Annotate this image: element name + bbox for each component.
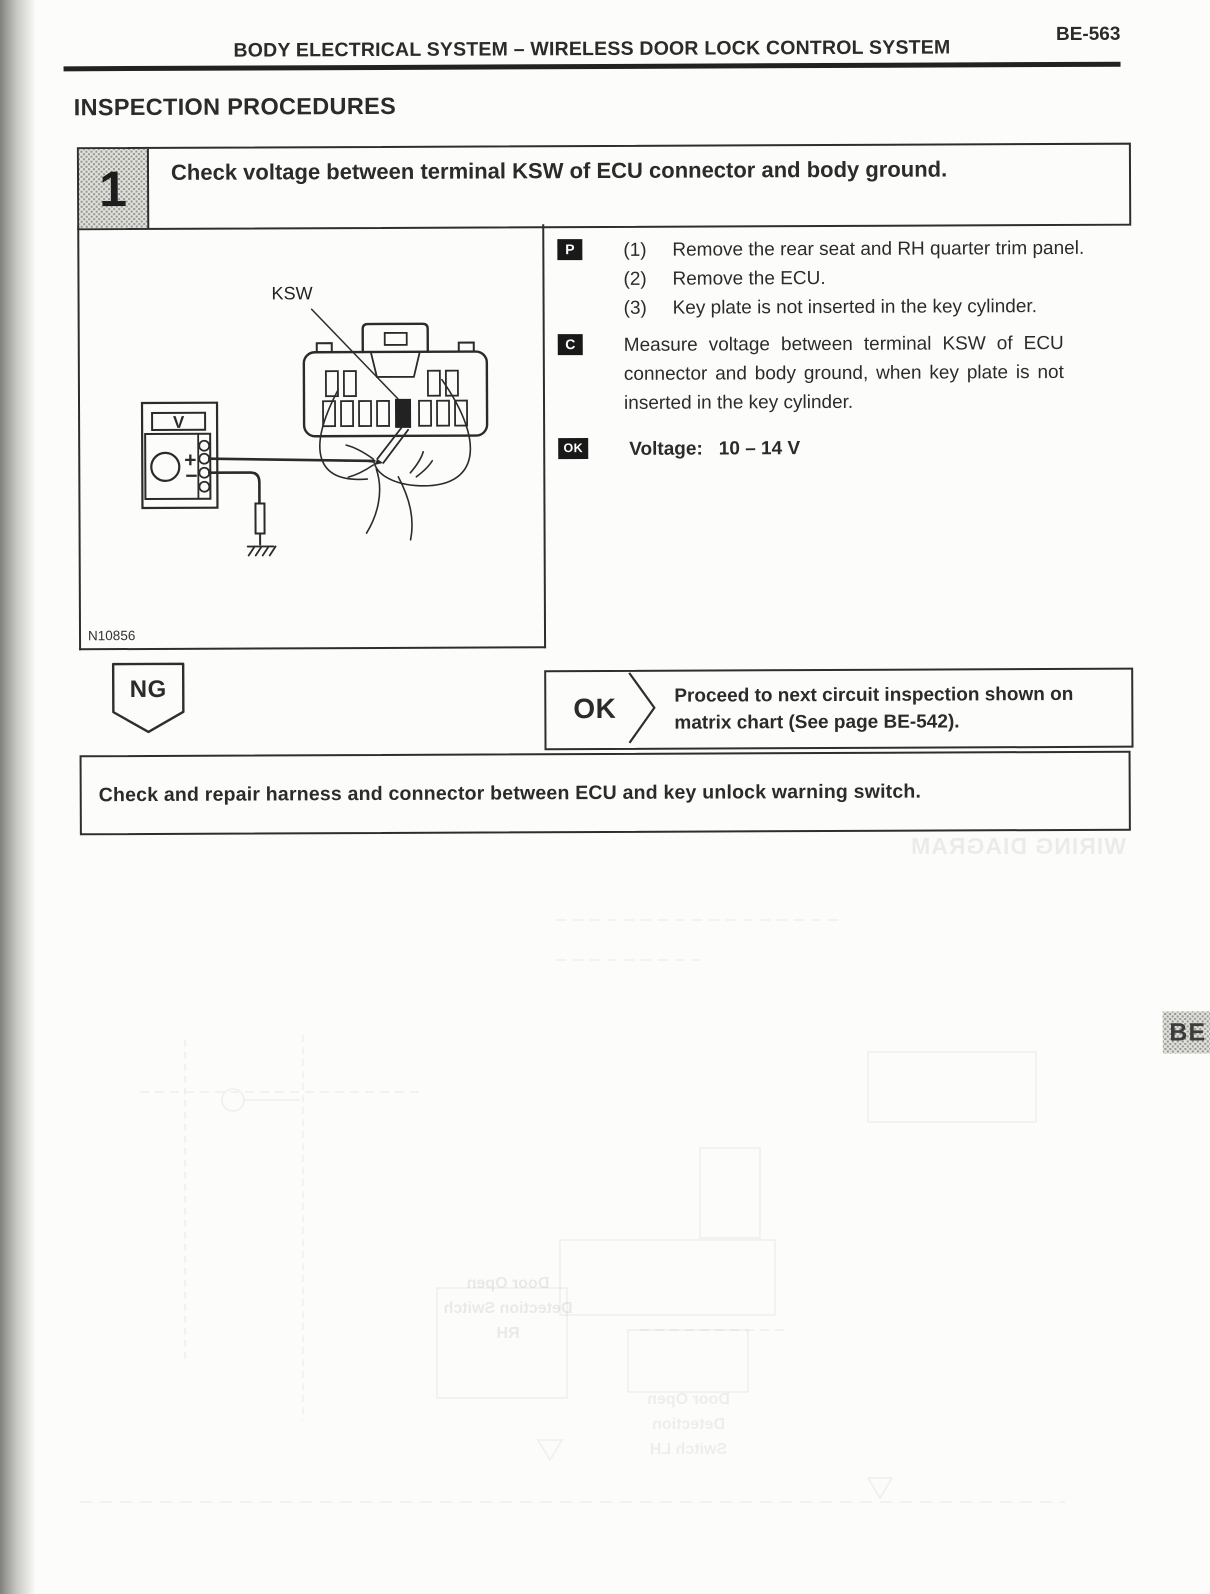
step-number-badge: 1 xyxy=(79,149,149,228)
step-1-header xyxy=(77,143,1131,231)
ng-action-box xyxy=(80,751,1131,836)
check-tag: C xyxy=(558,334,583,355)
ok-label: OK xyxy=(573,692,617,725)
ok-result-box xyxy=(544,668,1133,751)
bleed-through-label: Door Open Detection Switch LH xyxy=(647,1391,730,1458)
ok-action-text: Proceed to next circuit inspection shown on matrix chart (See page BE-542). xyxy=(674,683,1074,734)
check-text: Measure voltage between terminal KSW of ECU connector and body ground, when key plate is not inserted in the key cylinder. xyxy=(623,332,1064,414)
chapter-header: BODY ELECTRICAL SYSTEM – WIRELESS DOOR LOCK CONTROL SYSTEM xyxy=(233,36,951,62)
instruction-column xyxy=(557,234,1118,464)
prepare-block xyxy=(557,234,1117,323)
ksw-pin xyxy=(395,399,411,428)
item-number: (1) xyxy=(623,239,647,261)
plus-terminal-sign: + xyxy=(184,448,197,472)
test-leads xyxy=(209,458,374,545)
ng-label: NG xyxy=(129,675,167,704)
section-tab-be: BE xyxy=(1163,1011,1210,1053)
chevron-right-icon xyxy=(626,672,660,744)
bleed-through-label: Door Open Detection Switch RH xyxy=(443,1275,573,1342)
prepare-tag: P xyxy=(557,239,582,260)
spec-value: 10 – 14 V xyxy=(718,438,801,460)
bleed-through-heading: WIRING DIAGRAM xyxy=(910,833,1126,859)
ksw-leader-line xyxy=(312,309,398,399)
header-rule xyxy=(64,62,1121,72)
page-number: BE-563 xyxy=(1055,23,1121,46)
step-title: Check voltage between terminal KSW of ECU connector and body ground. xyxy=(170,156,948,185)
item-text: Remove the rear seat and RH quarter trim panel. xyxy=(672,237,1085,261)
item-number: (2) xyxy=(623,268,647,290)
inspection-figure xyxy=(77,224,546,650)
minus-terminal-sign: − xyxy=(185,464,198,488)
ng-result-flag xyxy=(111,662,185,736)
voltmeter-display-v: V xyxy=(172,412,185,432)
ng-action-text: Check and repair harness and connector between ECU and key unlock warning switch. xyxy=(98,780,922,806)
spec-label: Voltage: xyxy=(629,438,703,460)
ok-spec-tag: OK xyxy=(558,438,588,459)
test-probe-icon xyxy=(374,427,408,465)
item-text: Key plate is not inserted in the key cylinder. xyxy=(672,296,1038,319)
page-title: INSPECTION PROCEDURES xyxy=(73,92,397,121)
figure-id: N10856 xyxy=(87,628,136,644)
ksw-pin-label: KSW xyxy=(271,283,313,304)
list-item xyxy=(623,263,1111,294)
spec-block xyxy=(558,433,1118,464)
item-number: (3) xyxy=(623,297,647,319)
item-text: Remove the ECU. xyxy=(672,268,826,290)
ground-symbol-icon xyxy=(248,546,276,555)
list-item xyxy=(624,292,1112,323)
list-item xyxy=(623,234,1111,265)
check-block xyxy=(558,329,1118,418)
scan-binding-shadow xyxy=(0,0,36,1594)
voltmeter-icon xyxy=(142,403,217,508)
ecu-connector-icon xyxy=(304,323,487,436)
